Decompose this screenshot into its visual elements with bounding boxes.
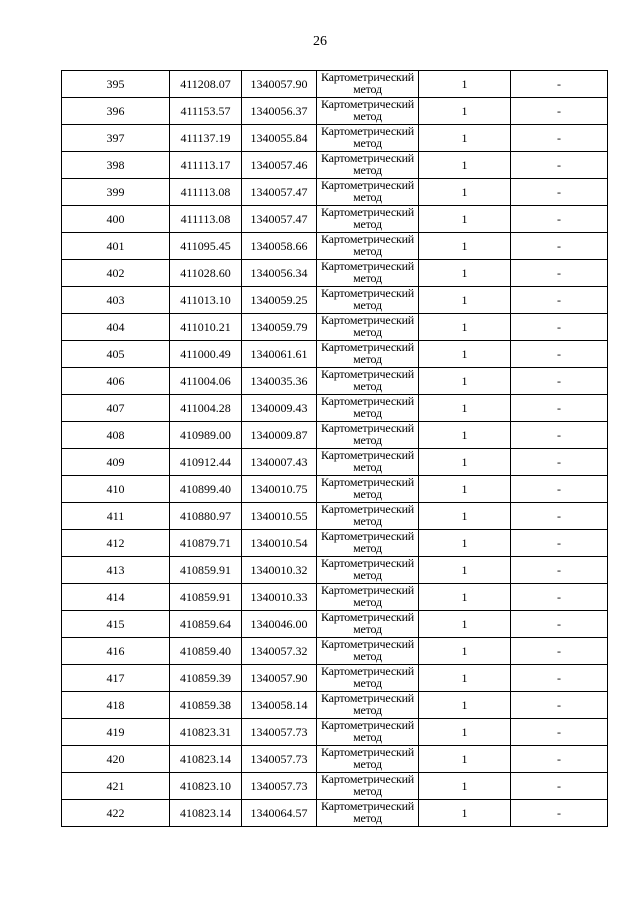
- method-line-1: Картометрический: [320, 178, 415, 192]
- method-cell: [317, 692, 419, 719]
- x-coordinate-cell: 411000.49: [170, 341, 242, 368]
- x-coordinate-cell: 410823.14: [170, 800, 242, 827]
- method-cell: [317, 800, 419, 827]
- description-cell: -: [511, 449, 608, 476]
- method-line-1: Картометрический: [320, 205, 415, 219]
- y-coordinate-cell: 1340059.25: [242, 287, 317, 314]
- method-line-2: метод: [353, 595, 382, 609]
- method-cell: [317, 125, 419, 152]
- method-cell: [317, 395, 419, 422]
- y-coordinate-cell: 1340010.33: [242, 584, 317, 611]
- table-row: [62, 557, 608, 584]
- table-row: [62, 746, 608, 773]
- point-number-cell: 410: [62, 476, 170, 503]
- x-coordinate-cell: 411208.07: [170, 71, 242, 98]
- point-number-cell: 402: [62, 260, 170, 287]
- y-coordinate-cell: 1340057.46: [242, 152, 317, 179]
- description-cell: -: [511, 800, 608, 827]
- point-number-cell: 416: [62, 638, 170, 665]
- table-row: [62, 638, 608, 665]
- table-row: [62, 584, 608, 611]
- y-coordinate-cell: 1340009.87: [242, 422, 317, 449]
- x-coordinate-cell: 410912.44: [170, 449, 242, 476]
- description-cell: -: [511, 692, 608, 719]
- method-line-2: метод: [353, 811, 382, 825]
- precision-cell: 1: [419, 665, 511, 692]
- method-line-2: метод: [353, 190, 382, 204]
- table-row: [62, 368, 608, 395]
- method-cell: [317, 152, 419, 179]
- table-row: [62, 395, 608, 422]
- x-coordinate-cell: 410989.00: [170, 422, 242, 449]
- point-number-cell: 408: [62, 422, 170, 449]
- table-row: [62, 314, 608, 341]
- y-coordinate-cell: 1340035.36: [242, 368, 317, 395]
- method-cell: [317, 638, 419, 665]
- method-line-2: метод: [353, 649, 382, 663]
- precision-cell: 1: [419, 800, 511, 827]
- method-line-1: Картометрический: [320, 448, 415, 462]
- method-line-1: Картометрический: [320, 97, 415, 111]
- precision-cell: 1: [419, 503, 511, 530]
- precision-cell: 1: [419, 746, 511, 773]
- point-number-cell: 404: [62, 314, 170, 341]
- y-coordinate-cell: 1340009.43: [242, 395, 317, 422]
- method-line-1: Картометрический: [320, 421, 415, 435]
- table-row: [62, 152, 608, 179]
- method-cell: [317, 341, 419, 368]
- point-number-cell: 412: [62, 530, 170, 557]
- table-row: [62, 719, 608, 746]
- description-cell: -: [511, 125, 608, 152]
- method-line-2: метод: [353, 217, 382, 231]
- precision-cell: 1: [419, 314, 511, 341]
- y-coordinate-cell: 1340010.75: [242, 476, 317, 503]
- method-line-2: метод: [353, 514, 382, 528]
- y-coordinate-cell: 1340010.54: [242, 530, 317, 557]
- x-coordinate-cell: 410823.14: [170, 746, 242, 773]
- x-coordinate-cell: 411010.21: [170, 314, 242, 341]
- description-cell: -: [511, 98, 608, 125]
- x-coordinate-cell: 411137.19: [170, 125, 242, 152]
- table-row: [62, 422, 608, 449]
- method-line-1: Картометрический: [320, 286, 415, 300]
- description-cell: -: [511, 503, 608, 530]
- method-line-1: Картометрический: [320, 367, 415, 381]
- precision-cell: 1: [419, 233, 511, 260]
- method-cell: [317, 179, 419, 206]
- point-number-cell: 405: [62, 341, 170, 368]
- method-line-2: метод: [353, 487, 382, 501]
- precision-cell: 1: [419, 368, 511, 395]
- method-cell: [317, 746, 419, 773]
- x-coordinate-cell: 411113.08: [170, 179, 242, 206]
- precision-cell: 1: [419, 638, 511, 665]
- point-number-cell: 413: [62, 557, 170, 584]
- point-number-cell: 421: [62, 773, 170, 800]
- precision-cell: 1: [419, 98, 511, 125]
- table-row: [62, 530, 608, 557]
- description-cell: -: [511, 71, 608, 98]
- description-cell: -: [511, 557, 608, 584]
- method-line-1: Картометрический: [320, 232, 415, 246]
- method-cell: [317, 503, 419, 530]
- y-coordinate-cell: 1340057.90: [242, 665, 317, 692]
- description-cell: -: [511, 611, 608, 638]
- method-cell: [317, 233, 419, 260]
- precision-cell: 1: [419, 422, 511, 449]
- precision-cell: 1: [419, 557, 511, 584]
- table-body: [62, 71, 608, 827]
- page-number: 26: [313, 34, 327, 49]
- y-coordinate-cell: 1340057.73: [242, 746, 317, 773]
- table-row: [62, 71, 608, 98]
- point-number-cell: 414: [62, 584, 170, 611]
- x-coordinate-cell: 411004.06: [170, 368, 242, 395]
- point-number-cell: 395: [62, 71, 170, 98]
- x-coordinate-cell: 411028.60: [170, 260, 242, 287]
- method-cell: [317, 476, 419, 503]
- description-cell: -: [511, 287, 608, 314]
- method-line-2: метод: [353, 730, 382, 744]
- method-line-2: метод: [353, 757, 382, 771]
- method-line-1: Картометрический: [320, 772, 415, 786]
- x-coordinate-cell: 410859.91: [170, 584, 242, 611]
- description-cell: -: [511, 260, 608, 287]
- method-cell: [317, 530, 419, 557]
- table-row: [62, 206, 608, 233]
- y-coordinate-cell: 1340055.84: [242, 125, 317, 152]
- precision-cell: 1: [419, 179, 511, 206]
- y-coordinate-cell: 1340046.00: [242, 611, 317, 638]
- precision-cell: 1: [419, 341, 511, 368]
- coordinates-table: [61, 70, 608, 827]
- method-line-2: метод: [353, 271, 382, 285]
- description-cell: -: [511, 395, 608, 422]
- method-line-2: метод: [353, 379, 382, 393]
- method-cell: [317, 557, 419, 584]
- method-cell: [317, 260, 419, 287]
- method-cell: [317, 98, 419, 125]
- method-cell: [317, 206, 419, 233]
- method-line-2: метод: [353, 703, 382, 717]
- description-cell: -: [511, 341, 608, 368]
- x-coordinate-cell: 411153.57: [170, 98, 242, 125]
- precision-cell: 1: [419, 449, 511, 476]
- method-line-1: Картометрический: [320, 70, 415, 84]
- method-line-2: метод: [353, 460, 382, 474]
- method-line-2: метод: [353, 109, 382, 123]
- point-number-cell: 398: [62, 152, 170, 179]
- point-number-cell: 422: [62, 800, 170, 827]
- method-line-2: метод: [353, 433, 382, 447]
- table-row: [62, 179, 608, 206]
- method-cell: [317, 368, 419, 395]
- precision-cell: 1: [419, 71, 511, 98]
- method-line-2: метод: [353, 163, 382, 177]
- x-coordinate-cell: 410879.71: [170, 530, 242, 557]
- method-line-1: Картометрический: [320, 529, 415, 543]
- y-coordinate-cell: 1340010.55: [242, 503, 317, 530]
- precision-cell: 1: [419, 152, 511, 179]
- method-cell: [317, 422, 419, 449]
- table-row: [62, 449, 608, 476]
- table-row: [62, 260, 608, 287]
- x-coordinate-cell: 410880.97: [170, 503, 242, 530]
- method-cell: [317, 719, 419, 746]
- method-line-1: Картометрический: [320, 502, 415, 516]
- point-number-cell: 406: [62, 368, 170, 395]
- method-line-2: метод: [353, 784, 382, 798]
- table-row: [62, 503, 608, 530]
- method-line-2: метод: [353, 82, 382, 96]
- x-coordinate-cell: 410899.40: [170, 476, 242, 503]
- method-line-1: Картометрический: [320, 583, 415, 597]
- method-line-2: метод: [353, 325, 382, 339]
- method-cell: [317, 584, 419, 611]
- x-coordinate-cell: 410859.40: [170, 638, 242, 665]
- y-coordinate-cell: 1340056.34: [242, 260, 317, 287]
- table-row: [62, 611, 608, 638]
- method-line-1: Картометрический: [320, 799, 415, 813]
- x-coordinate-cell: 411095.45: [170, 233, 242, 260]
- y-coordinate-cell: 1340057.73: [242, 773, 317, 800]
- point-number-cell: 401: [62, 233, 170, 260]
- method-line-1: Картометрический: [320, 151, 415, 165]
- method-line-1: Картометрический: [320, 124, 415, 138]
- y-coordinate-cell: 1340058.14: [242, 692, 317, 719]
- table-row: [62, 692, 608, 719]
- table-row: [62, 233, 608, 260]
- method-cell: [317, 287, 419, 314]
- table-row: [62, 665, 608, 692]
- y-coordinate-cell: 1340007.43: [242, 449, 317, 476]
- method-line-2: метод: [353, 541, 382, 555]
- point-number-cell: 397: [62, 125, 170, 152]
- y-coordinate-cell: 1340059.79: [242, 314, 317, 341]
- method-line-2: метод: [353, 136, 382, 150]
- y-coordinate-cell: 1340061.61: [242, 341, 317, 368]
- method-cell: [317, 773, 419, 800]
- method-line-1: Картометрический: [320, 259, 415, 273]
- point-number-cell: 420: [62, 746, 170, 773]
- y-coordinate-cell: 1340057.47: [242, 206, 317, 233]
- y-coordinate-cell: 1340010.32: [242, 557, 317, 584]
- description-cell: -: [511, 746, 608, 773]
- point-number-cell: 400: [62, 206, 170, 233]
- precision-cell: 1: [419, 125, 511, 152]
- x-coordinate-cell: 410859.64: [170, 611, 242, 638]
- description-cell: -: [511, 314, 608, 341]
- x-coordinate-cell: 410823.10: [170, 773, 242, 800]
- precision-cell: 1: [419, 287, 511, 314]
- table-row: [62, 341, 608, 368]
- method-line-1: Картометрический: [320, 556, 415, 570]
- x-coordinate-cell: 411004.28: [170, 395, 242, 422]
- method-line-2: метод: [353, 298, 382, 312]
- x-coordinate-cell: 410859.39: [170, 665, 242, 692]
- point-number-cell: 418: [62, 692, 170, 719]
- precision-cell: 1: [419, 584, 511, 611]
- description-cell: -: [511, 368, 608, 395]
- description-cell: -: [511, 233, 608, 260]
- point-number-cell: 411: [62, 503, 170, 530]
- method-cell: [317, 71, 419, 98]
- method-line-2: метод: [353, 622, 382, 636]
- precision-cell: 1: [419, 773, 511, 800]
- description-cell: -: [511, 476, 608, 503]
- method-line-1: Картометрический: [320, 664, 415, 678]
- method-line-1: Картометрический: [320, 340, 415, 354]
- y-coordinate-cell: 1340057.32: [242, 638, 317, 665]
- table-row: [62, 287, 608, 314]
- table-row: [62, 476, 608, 503]
- precision-cell: 1: [419, 719, 511, 746]
- point-number-cell: 403: [62, 287, 170, 314]
- precision-cell: 1: [419, 611, 511, 638]
- x-coordinate-cell: 410859.38: [170, 692, 242, 719]
- point-number-cell: 407: [62, 395, 170, 422]
- y-coordinate-cell: 1340057.90: [242, 71, 317, 98]
- method-line-1: Картометрический: [320, 718, 415, 732]
- description-cell: -: [511, 422, 608, 449]
- x-coordinate-cell: 411113.08: [170, 206, 242, 233]
- method-line-2: метод: [353, 352, 382, 366]
- table-row: [62, 773, 608, 800]
- precision-cell: 1: [419, 476, 511, 503]
- description-cell: -: [511, 719, 608, 746]
- method-line-2: метод: [353, 676, 382, 690]
- description-cell: -: [511, 665, 608, 692]
- point-number-cell: 419: [62, 719, 170, 746]
- method-line-1: Картометрический: [320, 745, 415, 759]
- precision-cell: 1: [419, 692, 511, 719]
- method-line-1: Картометрический: [320, 691, 415, 705]
- method-line-1: Картометрический: [320, 637, 415, 651]
- description-cell: -: [511, 179, 608, 206]
- method-line-1: Картометрический: [320, 610, 415, 624]
- description-cell: -: [511, 773, 608, 800]
- method-line-1: Картометрический: [320, 313, 415, 327]
- method-cell: [317, 611, 419, 638]
- point-number-cell: 399: [62, 179, 170, 206]
- description-cell: -: [511, 206, 608, 233]
- description-cell: -: [511, 638, 608, 665]
- table-row: [62, 800, 608, 827]
- y-coordinate-cell: 1340057.47: [242, 179, 317, 206]
- method-cell: [317, 314, 419, 341]
- table-row: [62, 98, 608, 125]
- y-coordinate-cell: 1340057.73: [242, 719, 317, 746]
- method-cell: [317, 665, 419, 692]
- y-coordinate-cell: 1340056.37: [242, 98, 317, 125]
- description-cell: -: [511, 530, 608, 557]
- y-coordinate-cell: 1340064.57: [242, 800, 317, 827]
- point-number-cell: 396: [62, 98, 170, 125]
- precision-cell: 1: [419, 206, 511, 233]
- point-number-cell: 415: [62, 611, 170, 638]
- precision-cell: 1: [419, 395, 511, 422]
- y-coordinate-cell: 1340058.66: [242, 233, 317, 260]
- x-coordinate-cell: 411013.10: [170, 287, 242, 314]
- method-cell: [317, 449, 419, 476]
- method-line-2: метод: [353, 406, 382, 420]
- method-line-2: метод: [353, 568, 382, 582]
- description-cell: -: [511, 152, 608, 179]
- precision-cell: 1: [419, 260, 511, 287]
- method-line-1: Картометрический: [320, 475, 415, 489]
- point-number-cell: 417: [62, 665, 170, 692]
- method-line-1: Картометрический: [320, 394, 415, 408]
- point-number-cell: 409: [62, 449, 170, 476]
- method-line-2: метод: [353, 244, 382, 258]
- table-row: [62, 125, 608, 152]
- x-coordinate-cell: 411113.17: [170, 152, 242, 179]
- x-coordinate-cell: 410823.31: [170, 719, 242, 746]
- description-cell: -: [511, 584, 608, 611]
- precision-cell: 1: [419, 530, 511, 557]
- x-coordinate-cell: 410859.91: [170, 557, 242, 584]
